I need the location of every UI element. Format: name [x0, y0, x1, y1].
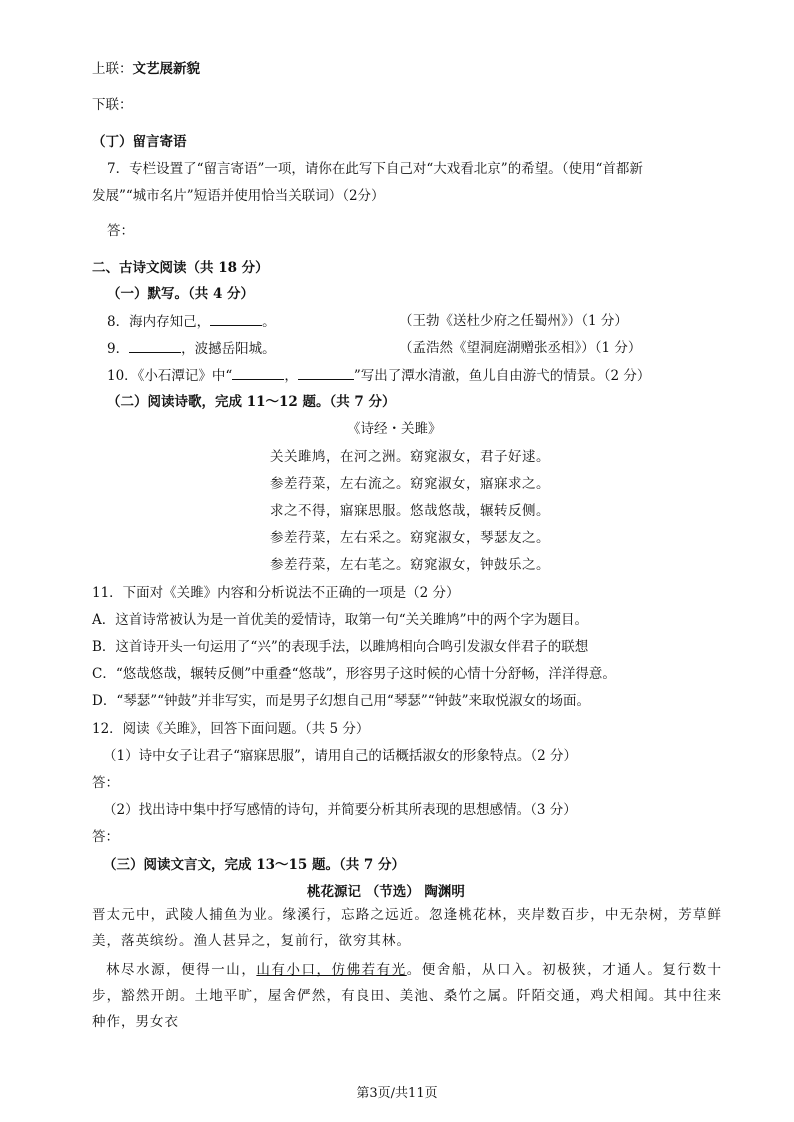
q10-prefix: 10．《小石潭记》中“: [107, 368, 233, 384]
couplet-upper-text: 文艺展新貌: [132, 61, 200, 77]
q11-option-b[interactable]: B．这首诗开头一句运用了“兴”的表现手法，以雎鸠相向合鸣引发淑女伴君子的联想: [92, 639, 589, 655]
couplet-upper-label: 上联：: [92, 61, 133, 77]
passage-para2: [92, 957, 722, 1035]
q10-blank-2[interactable]: [298, 366, 354, 380]
poem-line: 参差荇菜，左右流之。窈窕淑女，寤寐求之。: [270, 476, 550, 492]
q11-option-c[interactable]: C．“悠哉悠哉，辗转反侧”中重叠“悠哉”，形容男子这时候的心情十分舒畅，洋洋得意。: [92, 666, 616, 682]
q8-blank[interactable]: [210, 312, 262, 326]
q10-mid: ，: [284, 368, 298, 384]
q9-blank[interactable]: [129, 339, 181, 353]
q9-suffix: ，波撼岳阳城。: [181, 341, 276, 357]
q11-option-d[interactable]: D．“琴瑟”“钟鼓”并非写实，而是男子幻想自己用“琴瑟”“钟鼓”来取悦淑女的场面。: [92, 693, 591, 709]
q8-prefix: 8．海内存知己，: [107, 314, 211, 330]
q8-source: （王勃《送杜少府之任蜀州》）（1 分）: [399, 313, 628, 329]
q12-sub1: （1）诗中女子让君子“寤寐思服”，请用自己的话概括淑女的形象特点。（2 分）: [103, 748, 578, 764]
couplet-upper: [92, 60, 200, 78]
q12-answer2: 答：: [92, 829, 119, 845]
passage-para2-a: 林尽水源，便得一山，: [106, 962, 257, 978]
section3-title: 桃花源记 （节选） 陶渊明: [307, 884, 465, 900]
q9-source: （孟浩然《望洞庭湖赠张丞相》）（1 分）: [399, 340, 642, 356]
q12-answer1: 答：: [92, 775, 119, 791]
section-ding-heading: （丁）留言寄语: [92, 134, 187, 150]
q10-line: [107, 366, 650, 385]
passage-underlined: 山有小口，仿佛若有光: [256, 962, 407, 978]
part2-heading: 二、古诗文阅读（共 18 分）: [92, 260, 269, 276]
q11-option-a[interactable]: A．这首诗常被认为是一首优美的爱情诗，取第一句“关关雎鸠”中的两个字为题目。: [92, 612, 589, 628]
q10-suffix: ”写出了潭水清澈，鱼儿自由游弋的情景。（2 分）: [353, 368, 651, 384]
poem-line: 求之不得，寤寐思服。悠哉悠哉，辗转反侧。: [270, 503, 550, 519]
q10-blank-1[interactable]: [232, 366, 284, 380]
poem-line: 关关雎鸠，在河之洲。窈窕淑女，君子好逑。: [270, 449, 550, 465]
couplet-lower-label: 下联：: [92, 97, 133, 113]
q8-suffix: 。: [262, 314, 276, 330]
passage-para1: 晋太元中，武陵人捕鱼为业。缘溪行，忘路之远近。忽逢桃花林，夹岸数百步，中无杂树，芳草鲜美，落英缤纷。渔人甚异之，复前行，欲穷其林。: [92, 907, 722, 949]
passage-para2-b: 。便舍船，从口入。初极狭，才通人。复行数十步，豁然开朗。土地平旷，屋舍俨然，有良田、美池、桑竹之属。阡陌交通，鸡犬相闻。其中往来种作，男女衣: [92, 962, 722, 1030]
q8-line: [107, 312, 276, 331]
q11-stem: 11．下面对《关雎》内容和分析说法不正确的一项是（2 分）: [92, 585, 460, 601]
poem-title: 《诗经・关雎》: [347, 421, 442, 437]
page-footer: 第3页/共11页: [356, 1086, 438, 1101]
part2-sub2: （二）阅读诗歌，完成 11～12 题。（共 7 分）: [107, 394, 396, 410]
poem-line: 参差荇菜，左右采之。窈窕淑女，琴瑟友之。: [270, 530, 550, 546]
section3-heading: （三）阅读文言文，完成 13～15 题。（共 7 分）: [103, 857, 406, 873]
q7-line2: 发展”“城市名片”短语并使用恰当关联词）（2分）: [92, 188, 385, 204]
q9-line: [107, 339, 276, 358]
q9-prefix: 9．: [107, 341, 130, 357]
part2-sub1: （一）默写。（共 4 分）: [107, 286, 255, 302]
poem-line: 参差荇菜，左右芼之。窈窕淑女，钟鼓乐之。: [270, 557, 550, 573]
q12-stem: 12．阅读《关雎》，回答下面问题。（共 5 分）: [92, 721, 370, 737]
q7-answer-label: 答：: [107, 223, 134, 239]
q7-line1: 7．专栏设置了“留言寄语”一项，请你在此写下自己对“大戏看北京”的希望。（使用“首都新: [107, 161, 643, 177]
q12-sub2: （2）找出诗中集中抒写感情的诗句，并简要分析其所表现的思想感情。（3 分）: [103, 802, 577, 818]
